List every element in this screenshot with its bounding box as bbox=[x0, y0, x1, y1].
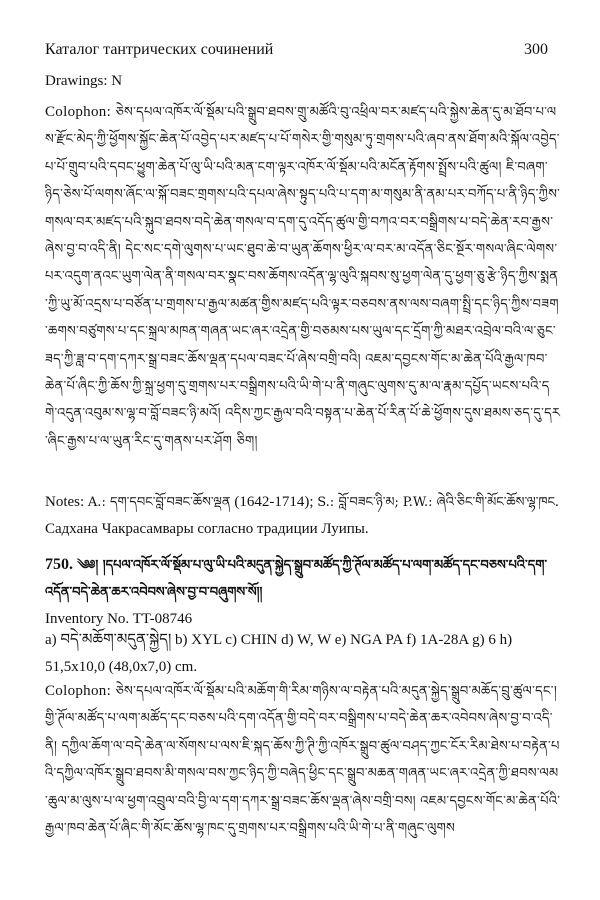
notes-scribe: S.: བློ་བཟང་ཉི་མ; bbox=[317, 495, 399, 510]
entry-number: 750. bbox=[45, 556, 73, 573]
colophon-750 bbox=[45, 680, 561, 900]
entry-750-metadata bbox=[45, 609, 565, 678]
inventory-number: Inventory No. TT-08746 bbox=[45, 611, 193, 627]
colophon-label-750: Colophon: bbox=[45, 683, 112, 699]
classification-codes: a) བདེ་མཆོག་མདུན་སྐྱེད། b) XYL c) CHIN d) W, W e) NGA PA f) 1A-28A g) 6 h) bbox=[45, 632, 513, 648]
notes-author-dates: (1642-1714); bbox=[234, 494, 314, 510]
running-title: Каталог тантрических сочинений bbox=[45, 41, 274, 58]
colophon-label: Colophon: bbox=[45, 104, 112, 120]
colophon-749 bbox=[45, 99, 561, 479]
colophon-text: ཅེས་དཔལ་འཁོར་ལོ་སྡོམ་པའི་སྒྲུབ་ཐབས་གྲུ་མཚོའི་བུ་འཕྲིལ་བར་མཛད་པའི་སྐྱེས་ཆེན་དུ་མ་ཐོབ་པ་ལས་རྫོང་མེད་ཀྱི་ཕྱོགས་སྐྱོང་ཆེན་པོ་འབྱེད་པར་མཛད་པ་པོ་གསེར་གྱི་གསུམ་ཏུ་གྲགས་པའི་ཞབ་ནས་ཐོག་མའི་སྐོལ་འབྱེད་པ་པོ་གྲུབ་པའི་དབང་ཕྱུག་ཆེན་པོ་ལུ་ཡི་པའི་མན་ངག་ལྟར་འཁོར་ལོ་སྡོམ་པའི་མངོན་རྟོགས་སྤྲོས་པའི་ཚུལ། ཇི་བཞག་ཉིད་ཅེས་པོ་ལགས་ཞོང་ལ་སྐོ་བཟང་གྲགས་པའི་དཔལ་ཞེས་སྟུད་པའི་པ་དག་མ་གསུམ་ནི་ནམ་པར་བཀོད་པ་ནི་ཉིད་ཀྱིས་གསལ་བར་མཛད་པའི་སྐུབ་ཐབས་བདེ་ཆེན་གསལ་བ་དག་དུ་འདོད་ཚུལ་གྱི་བཀའ་བར་བསྒྲིགས་པ་བདེ་ཆེན་རབ་རྒྱས་ཞེས་བྱ་བ་འདི་ནི། དེང་སང་དགེ་ལུགས་པ་ཡང་ཐུབ་ཆེ་བ་ཡུན་ཆོགས་ཕྱིར་ལ་བར་མ་འདོན་ཅིང་སྔོར་གསལ་ཞིང་ལེགས་པར་འདུག་ནའང་ཡུག་ལེན་ནི་གསལ་བར་སྣང་བས་ཆོགས་འདོན་ལྷ་ལུའི་སྐབས་སུ་ཕྱག་ལེན་དུ་ཕྱག་ཅུ་རྩེ་ཉིད་ཀྱིས་སྨན་ཀྱི་ཡུ་མོ་འདྲས་པ་བཙོན་པ་གྲགས་པ་རྒྱལ་མཚན་གྱིས་མཛད་པའི་ལྟར་བཅབས་ནས་ལས་བཞག་སྤྲི་དང་ཉིད་ཀྱིས་བཟག་ཆགས་བཙུགས་པ་དང་སྐྲལ་མཁན་གཞན་ཡང་ཞར་འདྲེན་གྱི་བཅམས་པས་ཡུལ་དང་དྲོག་ཀྱི་མཐར་འབྲེལ་བའི་ལ་ཅུང་ཟད་ཀྱི་ཟླ་བ་དག་དཀར་སྒྲ་བཟང་ཆོས་ལྡན་དཔལ་བཟང་པོ་ཞེས་བགྲི་བའི། འཇམ་དབྱངས་གོང་མ་ཆེན་པོའི་རྒྱལ་ཁབ་ཆེན་པོ་ཞིང་ཀྱི་ཆོས་ཀྱི་སྐྲ་ཕྱག་དུ་གྲགས་པར་བསྒྲིགས་པའི་ཡི་གེ་པ་ནི་གཞུང་ལུགས་དུ་མ་ལ་རྣམ་དཔྱོད་ཡངས་པའི་དགེ་འདུན་འབུམ་ས་ལྷ་བ་བློ་བཟང་ཉི་མའོ། འདིས་ཀྱང་རྒྱལ་བའི་བསྟན་པ་ཆེན་པོ་རིན་པོ་ཆེ་ཕྱོགས་དུས་ཐམས་ཅད་དུ་དར་ཞིང་རྒྱས་པ་ལ་ཡུན་རིང་དུ་གནས་པར་ཤོག ཅིག། bbox=[45, 105, 561, 449]
dimensions: 51,5x10,0 (48,0x7,0) cm. bbox=[45, 659, 198, 675]
colophon-text-750: ཅེས་དཔལ་འཁོར་ལོ་སྡོམ་པའི་མཆོག་གི་རིམ་གཉིས་ལ་བརྟེན་པའི་མདུན་སྐྱེད་སྒྲུབ་མཆོད་བྲུ་ཚུལ་དང་། གྱི་ཊོལ་མཚོད་པ་ལག་མཚོད་དང་བཅས་པའི་དག་འདོན་གྱི་བདེ་བར་བསྒྲིགས་པ་བདེ་ཆེན་ཆར་འབེབས་ཞེས་བྱ་བ་འདི་ནི། དཀྱིལ་ཆོག་ལ་བདེ་ཆེན་ལ་སོགས་པ་ལས་ཇི་སྐད་ཆོས་ཀྱི་ཊི་ཀྱི་འཁོར་སྒྲུབ་ཚུལ་བཤད་ཀྱང་ངོར་རིམ་ཐེས་པ་བརྟེན་པའི་དཀྱིལ་འཁོར་སྒྲུབ་ཐབས་མི་གསལ་བས་ཀྱང་ཉིད་ཀྱི་བཞེད་ཕྱིང་དང་སྒྲུབ་མཆན་གཞན་ཡང་ཞར་འདྲེན་ཀྱི་ཐབས་ལམ་ཆུལ་མ་ལུས་པ་ལ་ཕྱག་འབྲུལ་བའི་བྱི་ལ་དག་དཀར་སྒྲ་བཟང་ཆོས་ལྡན་ཞེས་བགྲི་བས། འཇམ་དབྱངས་གོང་མ་ཆེན་པོའི་རྒྱལ་ཁབ་ཆེན་པོ་ཞིང་གི་མོང་ཆོས་ལྷ་ཁང་དུ་གྲགས་པར་བསྒྲིགས་པའི་ཡི་གེ་པ་ནི་གཞུང་ལུགས bbox=[45, 684, 561, 837]
notes-place: P.W.: ཞེའི་ཅིང་གི་མོང་ཆོས་ལྷ་ཁང bbox=[402, 495, 556, 510]
entry-tibetan-title: ༄༅། །དཔལ་འཁོར་ལོ་སྡོམ་པ་ལུ་ཡི་པའི་མདུན་སྐྱེད་སྒྲུབ་མཚོད་ཀྱི་ཊོལ་མཚོད་པ་ལག་མཚོད་དང་བཅས་པའི་དག་འདོན་བདེ་ཆེན་ཆར་འབེབས་ཞེས་བྱ་བ་བཞུགས་སོ།། bbox=[45, 558, 548, 600]
page-number: 300 bbox=[524, 41, 548, 58]
entry-750-title bbox=[45, 551, 565, 607]
notes-author: A.: དག་དབང་བློ་བཟང་ཆོས་ལྡན bbox=[87, 495, 231, 510]
notes-label: Notes: bbox=[45, 494, 85, 510]
notes-russian: . Садхана Чакрасамвары согласно традиции Луипы. bbox=[45, 494, 559, 537]
notes-749 bbox=[45, 489, 565, 543]
running-header bbox=[45, 41, 555, 63]
drawings-line: Drawings: N bbox=[45, 73, 123, 89]
